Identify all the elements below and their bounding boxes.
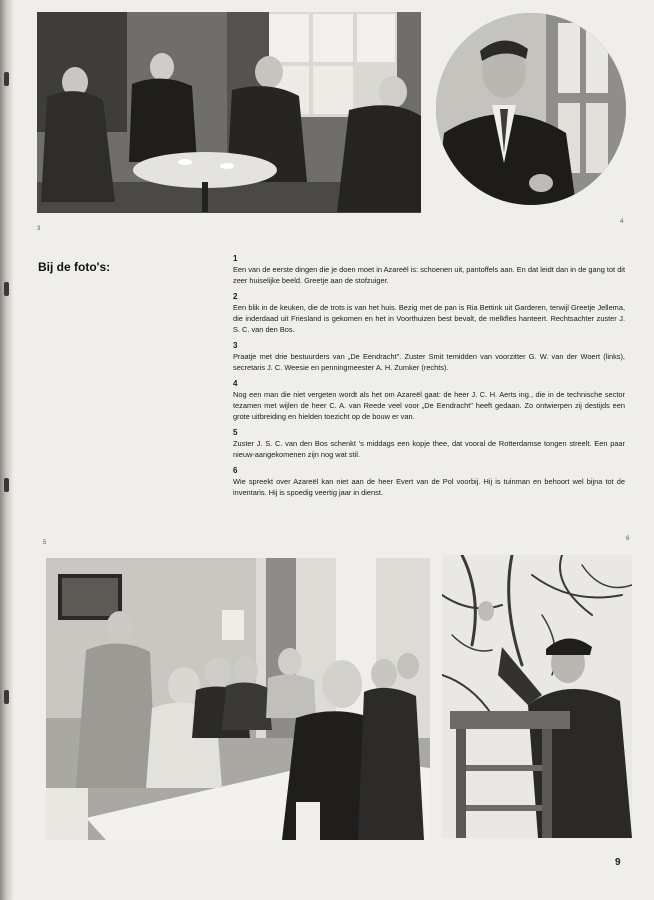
- caption-number: 5: [233, 428, 238, 437]
- caption-list: [233, 254, 625, 504]
- photo-number: 4: [620, 219, 624, 225]
- caption-item: [233, 428, 625, 460]
- caption-text: Een van de eerste dingen die je doen moet in Azareël is: schoenen uit, pantoffels aan. En dat leidt dan in de gang tot dit zeer huiselijke beeld. Greetje aan de stofzuiger.: [233, 265, 625, 285]
- binding-edge: [0, 0, 14, 900]
- section-heading: Bij de foto's:: [38, 260, 111, 274]
- photo-5-tea-room: [46, 558, 430, 840]
- caption-item: [233, 379, 625, 422]
- binding-hole: [4, 690, 9, 704]
- caption-item: [233, 254, 625, 286]
- caption-item: [233, 292, 625, 335]
- caption-item: [233, 341, 625, 373]
- caption-text: Wie spreekt over Azareël kan niet aan de heer Evert van de Pol voorbij. Hij is tuinman en behoort wel bijna tot de inventaris. Hij is spoedig veertig jaar in dienst.: [233, 477, 625, 497]
- caption-number: 4: [233, 379, 238, 388]
- binding-hole: [4, 282, 9, 296]
- photo-number: 3: [37, 226, 41, 232]
- photo-6-gardener: [442, 555, 632, 838]
- binding-hole: [4, 478, 9, 492]
- caption-number: 1: [233, 254, 238, 263]
- page-number: 9: [615, 857, 621, 868]
- caption-text: Zuster J. S. C. van den Bos schenkt 's middags een kopje thee, dat vooral de Rotterdamse tongen streelt. Een paar nieuw-aangekomenen zijn nog wat stil.: [233, 439, 625, 459]
- photo-3-meeting: [37, 12, 421, 213]
- caption-number: 3: [233, 341, 238, 350]
- photo-number: 6: [626, 536, 630, 542]
- caption-text: Praatje met drie bestuurders van „De Eendracht". Zuster Smit temidden van voorzitter G. W. van der Woert (links), secretaris J. C. Weesie en penningmeester A. H. Zumker (rechts).: [233, 352, 625, 372]
- caption-text: Een blik in de keuken, die de trots is van het huis. Bezig met de pan is Ria Bettink uit Garderen, terwijl Greetje Jellema, die inderdaad uit Friesland is gekomen en het in Voorthuizen best bevalt, de melkfles hanteert. Rechtsachter zuster J. S. C. van den Bos.: [233, 303, 625, 334]
- caption-number: 6: [233, 466, 238, 475]
- caption-number: 2: [233, 292, 238, 301]
- binding-hole: [4, 72, 9, 86]
- photo-4-portrait: [436, 13, 626, 205]
- caption-item: [233, 466, 625, 498]
- photo-number: 5: [43, 540, 47, 546]
- caption-text: Nog een man die niet vergeten wordt als het om Azareël gaat: de heer J. C. H. Aerts ing., die in de technische sector tezamen met wijlen de heer C. A. van Reede veel voor „De Eendracht" heeft gedaan. Zo ontwierpen zij destijds een grote uitbreiding en hielden toezicht op de bouw er van.: [233, 390, 625, 421]
